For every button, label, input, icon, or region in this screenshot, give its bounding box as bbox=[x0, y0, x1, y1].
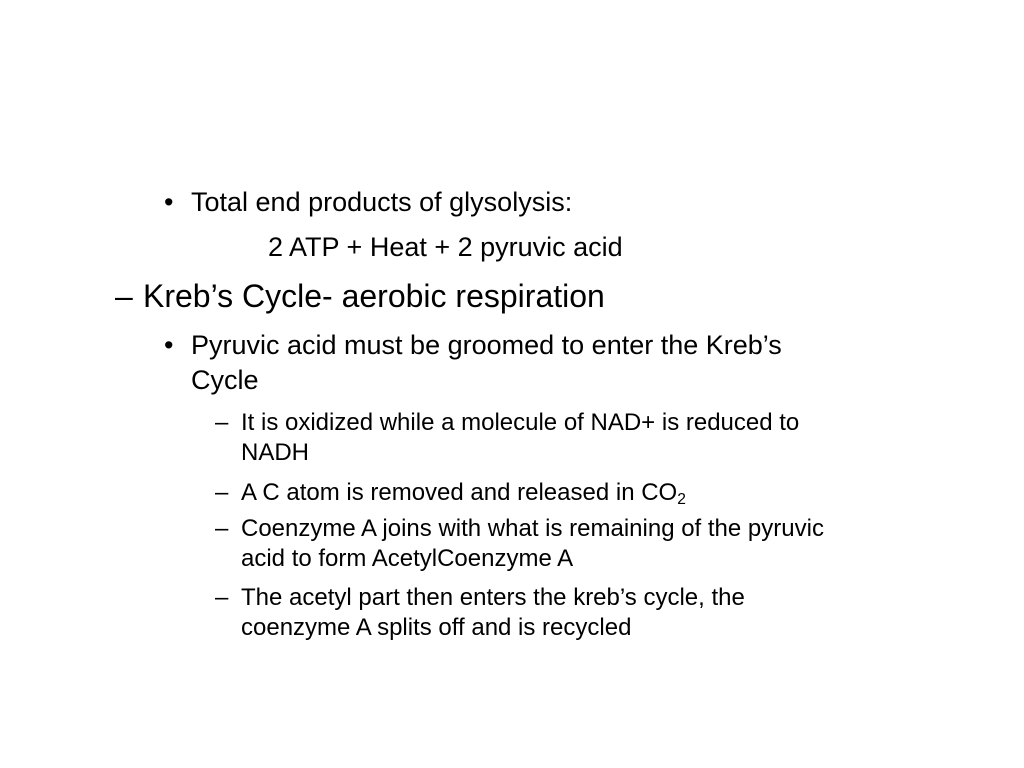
bullet-pyruvic-line1: Pyruvic acid must be groomed to enter the Kreb’s bbox=[191, 330, 782, 360]
co2-subscript: 2 bbox=[677, 490, 686, 508]
bullet-marker: • bbox=[164, 187, 174, 217]
dash-carbon-removed-text: A C atom is removed and released in CO bbox=[241, 479, 678, 506]
dash-marker: – bbox=[215, 515, 229, 542]
bullet-marker: • bbox=[164, 330, 174, 360]
dash-carbon-removed bbox=[241, 479, 686, 508]
dash-marker: – bbox=[215, 584, 229, 611]
dash-oxidized-line1: It is oxidized while a molecule of NAD+ is reduced to bbox=[241, 409, 800, 436]
dash-coenzyme-line2: acid to form AcetylCoenzyme A bbox=[241, 545, 574, 572]
glycolysis-equation: 2 ATP + Heat + 2 pyruvic acid bbox=[268, 232, 623, 262]
dash-oxidized-line2: NADH bbox=[241, 439, 310, 466]
dash-marker: – bbox=[115, 278, 133, 314]
dash-marker: – bbox=[215, 409, 229, 436]
dash-acetyl-line2: coenzyme A splits off and is recycled bbox=[241, 614, 632, 641]
bullet-pyruvic-line2: Cycle bbox=[191, 365, 259, 395]
dash-coenzyme-line1: Coenzyme A joins with what is remaining of the pyruvic bbox=[241, 515, 824, 542]
bullet-glycolysis-products: Total end products of glysolysis: bbox=[191, 187, 573, 217]
krebs-cycle-heading: Kreb’s Cycle- aerobic respiration bbox=[143, 278, 605, 314]
dash-marker: – bbox=[215, 479, 229, 506]
dash-acetyl-line1: The acetyl part then enters the kreb’s cycle, the bbox=[241, 584, 745, 611]
